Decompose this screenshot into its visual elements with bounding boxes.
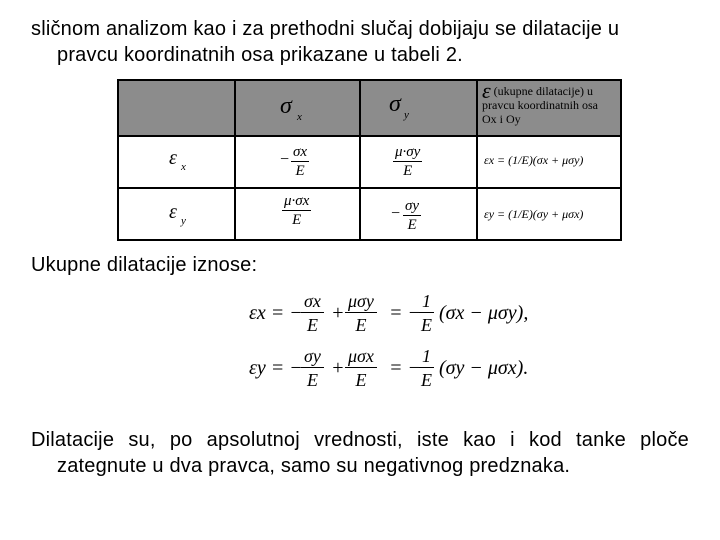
conclusion-paragraph — [31, 427, 691, 479]
intro-line-1: sličnom analizom kao i za prethodni slučaj dobijaju se dilatacije u — [31, 18, 620, 40]
cell-epsilon-x-total: εx = (1/E)(σx + μσy) — [477, 136, 621, 188]
sigma-symbol: σ — [389, 91, 401, 117]
cell-y-from-sigma-x: $\frac{\mu\cdot\sigma x}{E}$ — [235, 188, 360, 240]
table-header-row — [118, 80, 621, 136]
intro-paragraph — [31, 16, 691, 68]
header-empty-cell — [118, 80, 235, 136]
subheading-paragraph: Ukupne dilatacije iznose: — [31, 254, 258, 276]
epsilon-symbol: ε — [482, 78, 491, 103]
equation-epsilon-y: εy = − σy E + μσx E = − 1 E (σy − μσx). — [249, 346, 529, 390]
cell-y-from-sigma-y: − $\frac{\sigma y}{E}$ — [360, 188, 477, 240]
header-sigma-y — [360, 80, 477, 136]
conclusion-line-2: zategnute u dva pravca, samo su negativnog predznaka. — [57, 455, 571, 477]
cell-x-from-sigma-y: $\frac{\mu\cdot\sigma y}{E}$ — [360, 136, 477, 188]
row-label-epsilon-x: ε x — [118, 136, 235, 188]
row-label-epsilon-y: ε y — [118, 188, 235, 240]
equation-epsilon-x: εx = − σx E + μσy E = − 1 E (σx − μσy), — [249, 291, 529, 335]
sigma-subscript: x — [297, 111, 302, 123]
sigma-symbol: σ — [280, 93, 292, 119]
header-total-dilatation — [477, 80, 621, 136]
cell-x-from-sigma-x: − $\frac{\sigma x}{E}$ — [235, 136, 360, 188]
dilatation-table — [117, 79, 622, 241]
header-sigma-x — [235, 80, 360, 136]
header-total-text: ε (ukupne dilatacije) u pravcu koordinatnih osa Ox i Oy — [482, 78, 598, 126]
table-row — [118, 136, 621, 188]
sigma-subscript: y — [404, 109, 409, 121]
intro-line-2: pravcu koordinatnih osa prikazane u tabeli 2. — [57, 44, 463, 66]
cell-epsilon-y-total: εy = (1/E)(σy + μσx) — [477, 188, 621, 240]
conclusion-line-1: Dilatacije su, po apsolutnoj vrednosti, iste kao i kod tanke ploče — [31, 429, 689, 451]
table-row — [118, 188, 621, 240]
